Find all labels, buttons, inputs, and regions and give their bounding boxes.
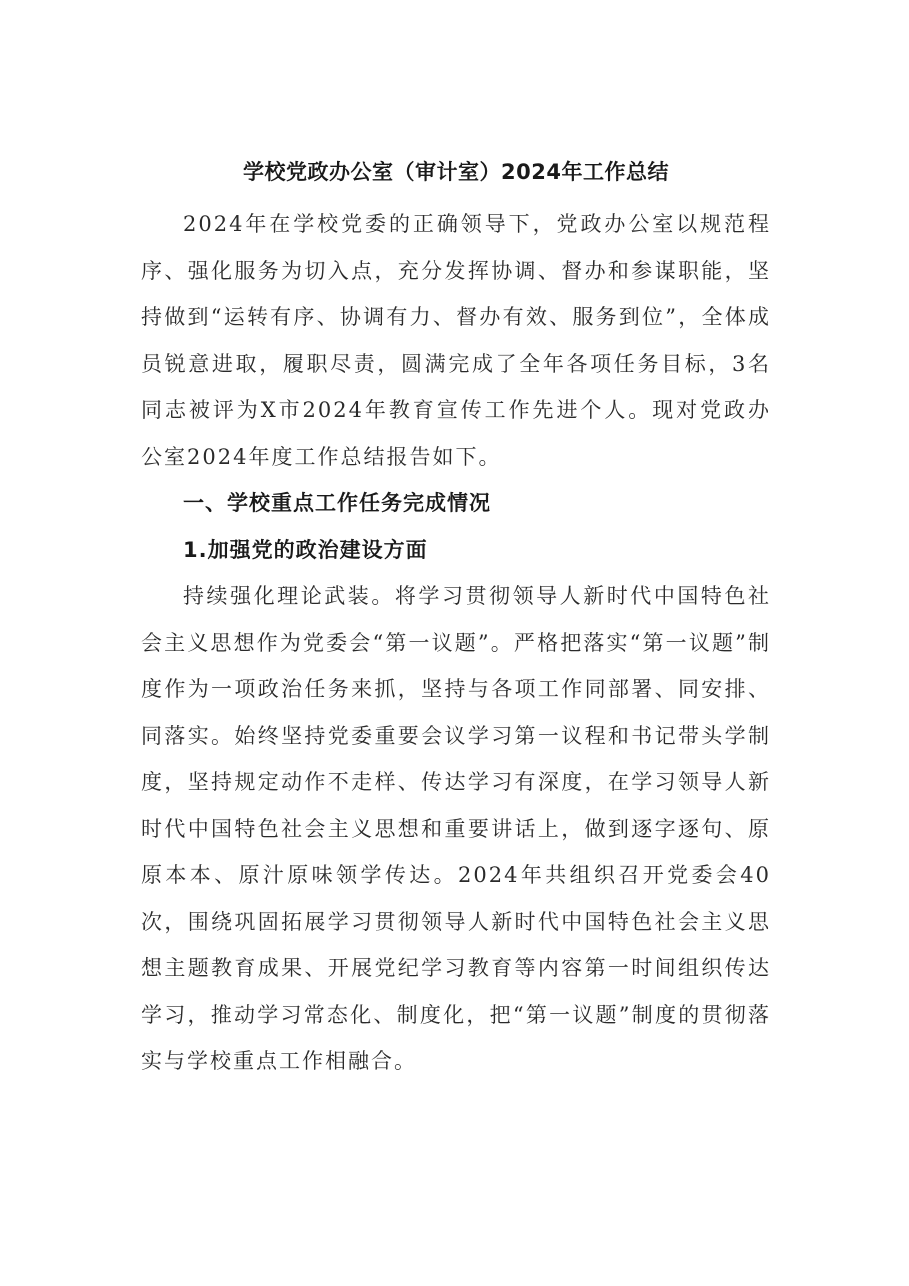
section-heading: 一、学校重点工作任务完成情况 (183, 491, 491, 515)
intro-paragraph: 2024年在学校党委的正确领导下，党政办公室以规范程序、强化服务为切入点，充分发挥协调、督办和参谋职能，坚持做到“运转有序、协调有力、督办有效、服务到位”，全体成员锐意进取，履职尽责，圆满完成了全年各项任务目标，3名同志被评为X市2024年教育宣传工作先进个人。现对党政办公室2024年度工作总结报告如下。 (141, 212, 771, 469)
document-body (141, 143, 771, 1085)
body-paragraph: 持续强化理论武装。将学习贯彻领导人新时代中国特色社会主义思想作为党委会“第一议题”。严格把落实“第一议题”制度作为一项政治任务来抓，坚持与各项工作同部署、同安排、同落实。始终坚持党委重要会议学习第一议程和书记带头学制度，坚持规定动作不走样、传达学习有深度，在学习领导人新时代中国特色社会主义思想和重要讲话上，做到逐字逐句、原原本本、原汁原味领学传达。2024年共组织召开党委会40次，围绕巩固拓展学习贯彻领导人新时代中国特色社会主义思想主题教育成果、开展党纪学习教育等内容第一时间组织传达学习，推动学习常态化、制度化，把“第一议题”制度的贯彻落实与学校重点工作相融合。 (141, 584, 771, 1073)
document-title: 学校党政办公室（审计室）2024年工作总结 (243, 160, 669, 184)
subsection-heading: 1.加强党的政治建设方面 (183, 537, 428, 562)
